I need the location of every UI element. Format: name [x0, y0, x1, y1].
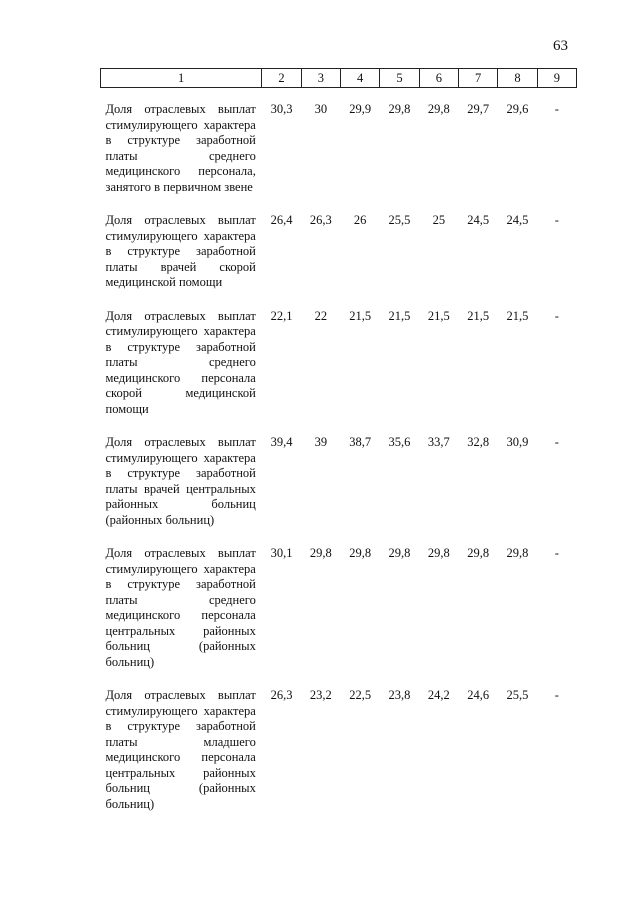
cell-value: 21,5 — [506, 308, 529, 323]
cell-value: 25 — [432, 213, 446, 227]
cell-value: 26,3 — [309, 213, 332, 227]
cell-value: - — [554, 102, 559, 116]
cell-value: 29,8 — [467, 546, 490, 560]
table-header-row — [101, 69, 577, 88]
cell-value: 23,8 — [388, 688, 411, 702]
cell-value: 39 — [314, 435, 328, 449]
table-row — [101, 435, 577, 528]
column-header-5: 5 — [380, 69, 419, 88]
table-row — [101, 309, 577, 418]
cell-value: 25,5 — [388, 213, 411, 227]
cell-value: 29,8 — [427, 102, 450, 116]
cell-value: - — [554, 546, 559, 560]
cell-value: 24,5 — [506, 213, 529, 227]
row-label: Доля отраслевых выплат стимулирующего характера в структуре заработной платы среднего медицинского персонала скорой медицинской помощи — [105, 308, 256, 416]
cell-value: 24,2 — [427, 688, 450, 702]
cell-value: 29,8 — [427, 546, 450, 560]
page-number: 63 — [553, 38, 568, 54]
cell-value: 22 — [314, 308, 328, 323]
column-header-9: 9 — [537, 69, 576, 88]
cell-value: 30,1 — [270, 546, 293, 560]
row-label: Доля отраслевых выплат стимулирующего характера в структуре заработной платы среднего медицинского персонала центральных районных больниц (районных больниц) — [105, 546, 256, 669]
row-label: Доля отраслевых выплат стимулирующего характера в структуре заработной платы младшего медицинского персонала центральных районных больниц (районных больниц) — [105, 688, 256, 811]
cell-value: 38,7 — [349, 435, 372, 449]
cell-value: 29,9 — [349, 102, 372, 116]
cell-value: 29,8 — [388, 546, 411, 560]
column-header-4: 4 — [341, 69, 380, 88]
cell-value: 26 — [353, 213, 367, 227]
cell-value: - — [554, 688, 559, 702]
cell-value: 26,3 — [270, 688, 293, 702]
column-header-6: 6 — [419, 69, 458, 88]
cell-value: 21,5 — [467, 308, 490, 323]
cell-value: 21,5 — [388, 308, 411, 323]
cell-value: 29,7 — [467, 102, 490, 116]
cell-value: - — [554, 213, 559, 227]
row-label: Доля отраслевых выплат стимулирующего характера в структуре заработной платы врачей скорой медицинской помощи — [105, 213, 256, 289]
cell-value: 24,5 — [467, 213, 490, 227]
table-row — [101, 688, 577, 812]
cell-value: 29,8 — [349, 546, 372, 560]
table-row — [101, 213, 577, 291]
column-header-7: 7 — [458, 69, 497, 88]
cell-value: 29,8 — [506, 546, 529, 560]
indicators-table — [100, 68, 577, 812]
cell-value: 29,6 — [506, 102, 529, 116]
cell-value: 29,8 — [309, 546, 332, 560]
cell-value: 22,5 — [349, 688, 372, 702]
table-row — [101, 546, 577, 670]
cell-value: 30 — [314, 102, 328, 116]
cell-value: 35,6 — [388, 435, 411, 449]
row-label: Доля отраслевых выплат стимулирующего характера в структуре заработной платы среднего медицинского персонала, занятого в первичном звене — [105, 102, 256, 194]
cell-value: 26,4 — [270, 213, 293, 227]
column-header-2: 2 — [262, 69, 301, 88]
row-label: Доля отраслевых выплат стимулирующего характера в структуре заработной платы врачей центральных районных больниц (районных больниц) — [105, 435, 256, 527]
cell-value: 21,5 — [349, 308, 372, 323]
cell-value: 32,8 — [467, 435, 490, 449]
column-header-3: 3 — [301, 69, 340, 88]
cell-value: 30,3 — [270, 102, 293, 116]
table-row — [101, 102, 577, 195]
cell-value: 23,2 — [309, 688, 332, 702]
column-header-1: 1 — [101, 69, 262, 88]
cell-value: 30,9 — [506, 435, 529, 449]
cell-value: 22,1 — [270, 308, 293, 323]
cell-value: 33,7 — [427, 435, 450, 449]
cell-value: 29,8 — [388, 102, 411, 116]
cell-value: - — [554, 308, 559, 323]
cell-value: 39,4 — [270, 435, 293, 449]
column-header-8: 8 — [498, 69, 537, 88]
cell-value: 24,6 — [467, 688, 490, 702]
cell-value: 21,5 — [427, 308, 450, 323]
cell-value: 25,5 — [506, 688, 529, 702]
cell-value: - — [554, 435, 559, 449]
